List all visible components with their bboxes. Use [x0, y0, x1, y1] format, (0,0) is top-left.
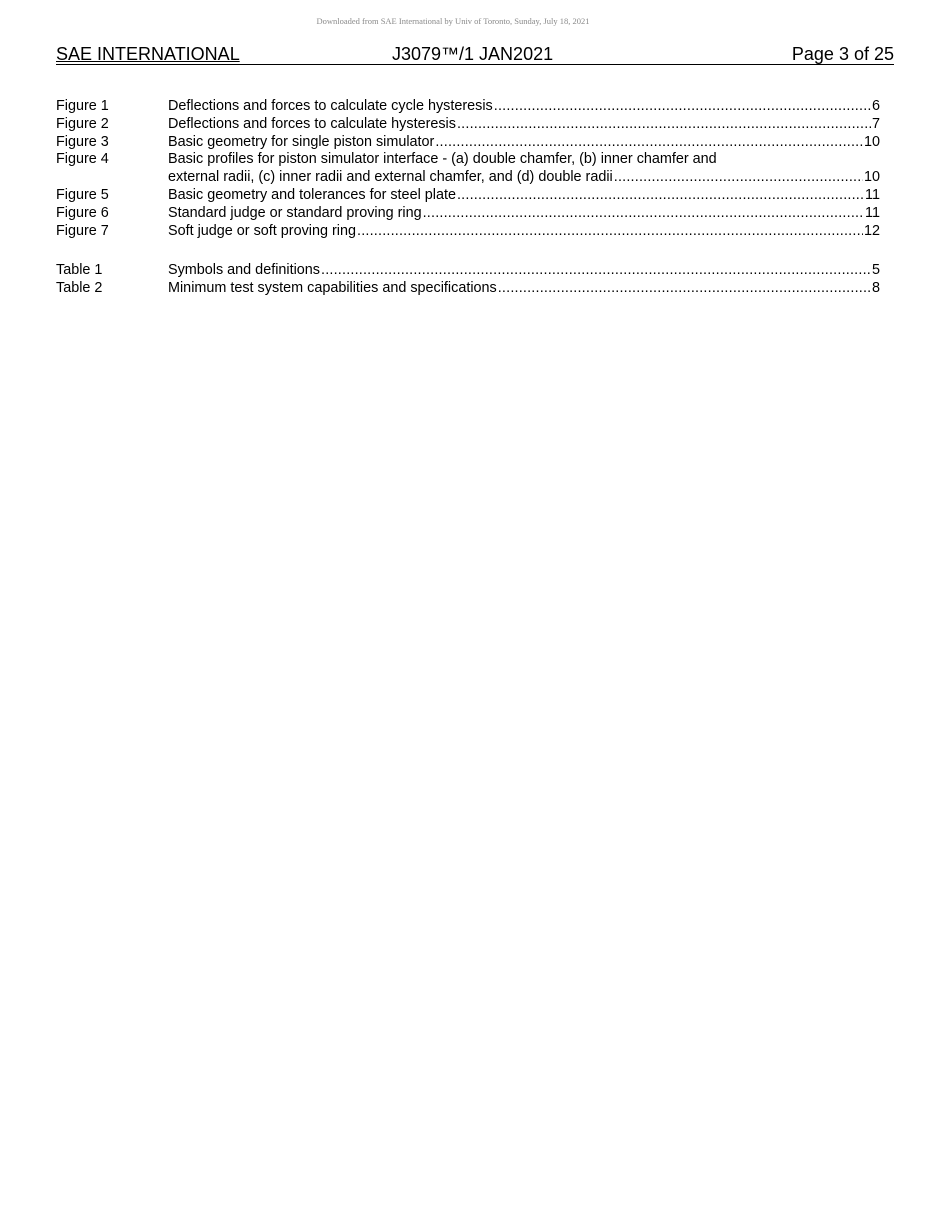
- toc-entry-page: 5: [871, 262, 880, 279]
- document-id: J3079™/1 JAN2021: [392, 44, 554, 64]
- toc-entry-title-line-2: external radii, (c) inner radii and external chamfer, and (d) double radii: [168, 169, 613, 186]
- toc-entry-figure-1[interactable]: [56, 98, 880, 116]
- toc-entry-label: Figure 5: [56, 186, 109, 203]
- download-watermark: Downloaded from SAE International by Univ of Toronto, Sunday, July 18, 2021: [316, 16, 590, 26]
- toc-entry-title: Standard judge or standard proving ring: [168, 204, 422, 221]
- toc-entry-label: Figure 1: [56, 98, 109, 114]
- toc-entry-figure-3[interactable]: [56, 134, 880, 152]
- dot-leader: [494, 98, 871, 116]
- toc-entry-table-2[interactable]: [56, 280, 880, 298]
- toc-entry-figure-6[interactable]: [56, 205, 880, 223]
- toc-entry-title: Deflections and forces to calculate hysteresis: [168, 115, 456, 132]
- dot-leader: [321, 262, 871, 280]
- toc-entry-figure-7[interactable]: [56, 223, 880, 241]
- toc-entry-figure-4[interactable]: [56, 151, 880, 187]
- list-of-figures-and-tables: [56, 98, 880, 298]
- page-number: Page 3 of 25: [791, 44, 894, 64]
- toc-entry-label: Figure 7: [56, 222, 109, 239]
- toc-entry-page: 7: [871, 115, 880, 132]
- toc-entry-title: Basic geometry for single piston simulator: [168, 133, 435, 150]
- toc-entry-page: 11: [865, 204, 880, 221]
- dot-leader: [357, 223, 863, 241]
- toc-entry-label: Figure 6: [56, 204, 109, 221]
- organization-name: SAE INTERNATIONAL: [56, 44, 240, 64]
- toc-entry-page: 6: [871, 98, 880, 114]
- toc-entry-label: Figure 2: [56, 115, 109, 132]
- toc-entry-figure-5[interactable]: [56, 187, 880, 205]
- toc-entry-figure-2[interactable]: [56, 116, 880, 134]
- page-header: [56, 44, 894, 65]
- toc-entry-label: Figure 4: [56, 151, 109, 168]
- toc-entry-page: 10: [863, 169, 880, 186]
- toc-entry-title: Soft judge or soft proving ring: [168, 222, 356, 239]
- toc-entry-label: Figure 3: [56, 133, 109, 150]
- section-spacer: [56, 240, 880, 262]
- dot-leader: [435, 134, 863, 152]
- toc-entry-title: Basic geometry and tolerances for steel plate: [168, 186, 456, 203]
- toc-entry-title: Minimum test system capabilities and specifications: [168, 280, 497, 297]
- dot-leader: [614, 169, 863, 187]
- dot-leader: [457, 116, 871, 134]
- dot-leader: [423, 205, 864, 223]
- toc-entry-label: Table 2: [56, 280, 103, 297]
- toc-entry-title: Symbols and definitions: [168, 262, 320, 279]
- toc-entry-title-line-1: Basic profiles for piston simulator interface - (a) double chamfer, (b) inner chamfer and: [168, 151, 717, 168]
- toc-entry-table-1[interactable]: [56, 262, 880, 280]
- toc-entry-page: 12: [863, 222, 880, 239]
- toc-entry-label: Table 1: [56, 262, 103, 279]
- dot-leader: [498, 280, 871, 298]
- toc-entry-page: 11: [865, 186, 880, 203]
- toc-entry-title: Deflections and forces to calculate cycle hysteresis: [168, 98, 493, 114]
- toc-entry-page: 8: [871, 280, 880, 297]
- dot-leader: [457, 187, 864, 205]
- toc-entry-page: 10: [863, 133, 880, 150]
